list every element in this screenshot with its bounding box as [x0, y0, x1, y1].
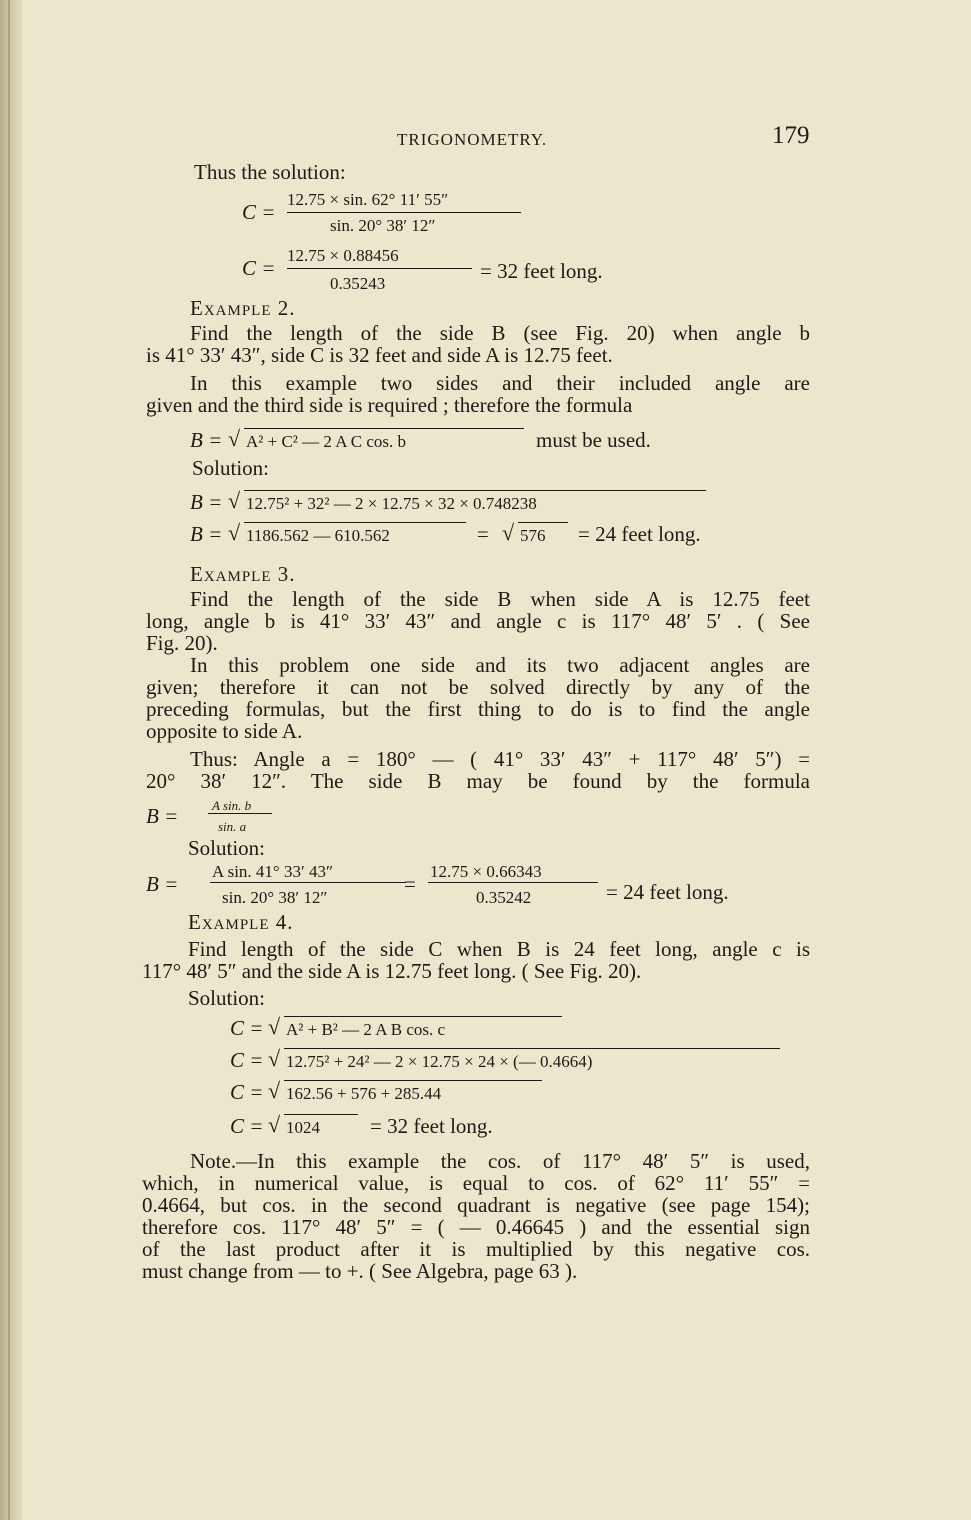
- formula-denominator: sin. a: [218, 819, 247, 834]
- solution-2-radicand-2: 576: [520, 526, 546, 545]
- radical-sign: √: [268, 1014, 281, 1039]
- solution-2-radicand: 12.75² + 24² — 2 × 12.75 × 24 × (— 0.4664): [286, 1052, 593, 1071]
- radical-sign: √: [228, 520, 241, 545]
- solution-4-radicand: 1024: [286, 1118, 320, 1137]
- example-3-paragraph-line: opposite to side A.: [146, 719, 303, 743]
- radical-sign: √: [228, 426, 241, 451]
- radical-bar: [244, 522, 466, 523]
- example-3-paragraph-line: Thus: Angle a = 180° — ( 41° 33′ 43″ + 117° 48′ 5″) =: [190, 747, 810, 771]
- radical-bar: [284, 1080, 542, 1081]
- note-line: Note.—In this example the cos. of 117° 48′ 5″ is used,: [190, 1149, 810, 1173]
- radical-bar: [284, 1114, 358, 1115]
- radical-sign: √: [228, 488, 241, 513]
- example-3-heading: Example 3.: [190, 562, 296, 586]
- formula-radicand: A² + C² — 2 A C cos. b: [246, 432, 407, 451]
- eq2-denominator: 0.35243: [330, 274, 386, 293]
- solution-1-radicand: A² + B² — 2 A B cos. c: [286, 1020, 446, 1039]
- formula-tail: must be used.: [536, 428, 651, 452]
- fraction-bar: [208, 813, 272, 814]
- solution-2-lhs: B =: [190, 522, 223, 546]
- eq2-result: = 32 feet long.: [480, 259, 603, 283]
- solution-lhs: B =: [146, 872, 179, 896]
- radical-bar: [244, 490, 706, 491]
- example-2-paragraph-line: given and the third side is required ; therefore the formula: [146, 393, 633, 417]
- example-3-paragraph-line: Find the length of the side B when side A is 12.75 feet: [190, 587, 810, 611]
- solution-4-lhs: C =: [230, 1114, 264, 1138]
- solution-1-radicand: 12.75² + 32² — 2 × 12.75 × 32 × 0.748238: [246, 494, 537, 513]
- solution-result: = 24 feet long.: [606, 880, 729, 904]
- example-4-paragraph-line: Find length of the side C when B is 24 feet long, angle c is: [188, 937, 810, 961]
- c-label: C =: [242, 200, 276, 224]
- fraction-bar: [210, 882, 406, 883]
- fraction-bar: [287, 212, 521, 213]
- solution-equals: =: [404, 872, 416, 896]
- example-3-paragraph-line: In this problem one side and its two adjacent angles are: [190, 653, 810, 677]
- example-3-paragraph-line: Fig. 20).: [146, 631, 218, 655]
- radical-sign: √: [502, 520, 515, 545]
- solution-2-result: = 24 feet long.: [578, 522, 701, 546]
- eq2-numerator: 12.75 × 0.88456: [287, 246, 399, 265]
- example-2-paragraph-line: In this example two sides and their included angle are: [190, 371, 810, 395]
- solution-2-equals: =: [477, 522, 489, 546]
- radical-sign: √: [268, 1078, 281, 1103]
- eq1-numerator: 12.75 × sin. 62° 11′ 55″: [287, 190, 449, 209]
- example-4-paragraph-line: 117° 48′ 5″ and the side A is 12.75 feet long. ( See Fig. 20).: [142, 959, 642, 983]
- note-line: must change from — to +. ( See Algebra, page 63 ).: [142, 1259, 578, 1283]
- formula-lhs: B =: [146, 804, 179, 828]
- solution-1-lhs: B =: [190, 490, 223, 514]
- solution-label: Solution:: [188, 986, 266, 1010]
- solution-numerator-1: A sin. 41° 33′ 43″: [212, 862, 334, 881]
- solution-2-lhs: C =: [230, 1048, 264, 1072]
- example-2-paragraph-line: Find the length of the side B (see Fig. 20) when angle b: [190, 321, 810, 345]
- solution-label: Solution:: [188, 836, 266, 860]
- solution-3-lhs: C =: [230, 1080, 264, 1104]
- note-line: 0.4664, but cos. in the second quadrant is negative (see page 154);: [142, 1193, 810, 1217]
- thus-solution-label: Thus the solution:: [194, 160, 346, 184]
- fraction-bar-2: [287, 268, 472, 269]
- formula-numerator: A sin. b: [212, 798, 252, 813]
- note-line: therefore cos. 117° 48′ 5″ = ( — 0.46645 ) and the essential sign: [142, 1215, 810, 1239]
- formula-lhs: B =: [190, 428, 223, 452]
- solution-label: Solution:: [192, 456, 270, 480]
- radical-bar: [284, 1048, 780, 1049]
- radical-bar: [284, 1016, 562, 1017]
- solution-numerator-2: 12.75 × 0.66343: [430, 862, 542, 881]
- example-2-paragraph-line: is 41° 33′ 43″, side C is 32 feet and side A is 12.75 feet.: [146, 343, 613, 367]
- page-number: 179: [772, 122, 810, 149]
- example-2-heading: Example 2.: [190, 296, 296, 320]
- note-line: of the last product after it is multiplied by this negative cos.: [142, 1237, 810, 1261]
- example-4-heading: Example 4.: [188, 910, 294, 934]
- running-title: TRIGONOMETRY.: [397, 130, 548, 149]
- solution-2-radicand: 1186.562 — 610.562: [246, 526, 390, 545]
- example-3-paragraph-line: long, angle b is 41° 33′ 43″ and angle c is 117° 48′ 5′ . ( See: [146, 609, 810, 633]
- solution-3-radicand: 162.56 + 576 + 285.44: [286, 1084, 442, 1103]
- radical-bar: [518, 522, 568, 523]
- example-3-paragraph-line: 20° 38′ 12″. The side B may be found by the formula: [146, 769, 810, 793]
- eq1-denominator: sin. 20° 38′ 12″: [330, 216, 436, 235]
- radical-bar: [244, 428, 524, 429]
- radical-sign: √: [268, 1112, 281, 1137]
- example-3-paragraph-line: given; therefore it can not be solved directly by any of the: [146, 675, 810, 699]
- fraction-bar: [428, 882, 598, 883]
- solution-1-lhs: C =: [230, 1016, 264, 1040]
- note-line: which, in numerical value, is equal to cos. of 62° 11′ 55″ =: [142, 1171, 810, 1195]
- solution-denominator-2: 0.35242: [476, 888, 532, 907]
- c-label-2: C =: [242, 256, 276, 280]
- example-3-paragraph-line: preceding formulas, but the first thing to do is to find the angle: [146, 697, 810, 721]
- radical-sign: √: [268, 1046, 281, 1071]
- solution-4-result: = 32 feet long.: [370, 1114, 493, 1138]
- solution-denominator-1: sin. 20° 38′ 12″: [222, 888, 328, 907]
